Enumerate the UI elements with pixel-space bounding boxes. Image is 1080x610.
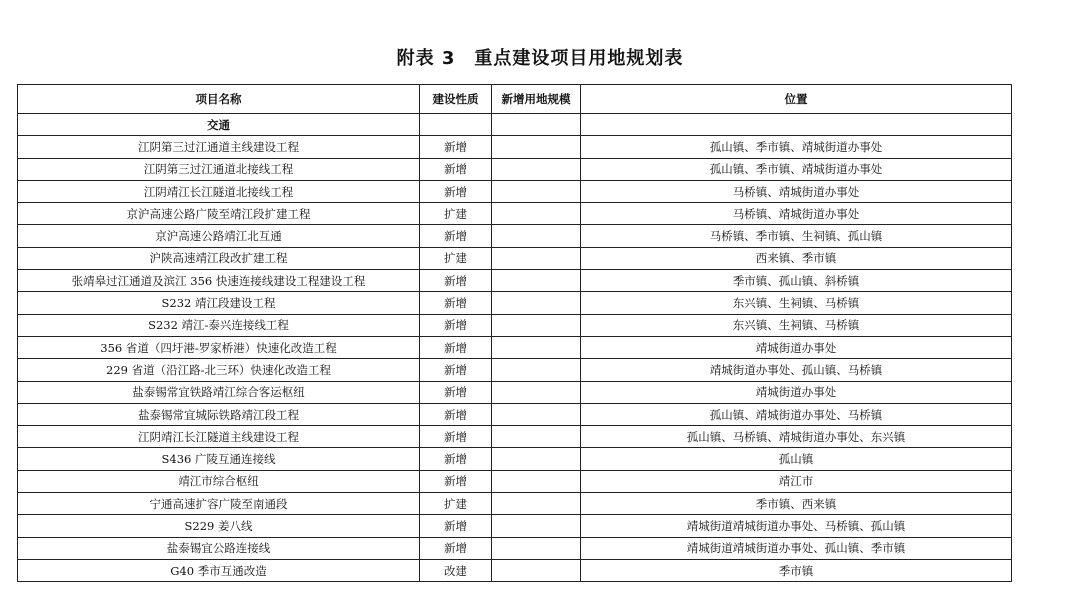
table-row [18,336,1012,358]
table-row [18,292,1012,314]
page-title: 附表 3 重点建设项目用地规划表 [396,48,684,69]
table-row [18,381,1012,403]
nature-cell: 新增 [420,381,492,403]
project-name-cell: 京沪高速公路靖江北互通 [18,225,420,247]
project-name-cell: 229 省道（沿江路-北三环）快速化改造工程 [18,359,420,381]
project-name-cell: 江阴靖江长江隧道北接线工程 [18,180,420,202]
scale-cell [492,493,581,515]
nature-cell: 新增 [420,292,492,314]
scale-cell [492,336,581,358]
table-cell [581,114,1012,136]
scale-cell [492,270,581,292]
table-row [18,537,1012,559]
project-name-cell: 盐泰锡常宜城际铁路靖江段工程 [18,403,420,425]
table-row [18,314,1012,336]
scale-cell [492,180,581,202]
nature-cell: 扩建 [420,247,492,269]
category-row [18,114,1012,136]
location-cell: 东兴镇、生祠镇、马桥镇 [581,292,1012,314]
location-cell: 马桥镇、季市镇、生祠镇、孤山镇 [581,225,1012,247]
project-name-cell: S436 广陵互通连接线 [18,448,420,470]
location-cell: 孤山镇、靖城街道办事处、马桥镇 [581,403,1012,425]
scale-cell [492,515,581,537]
project-name-cell: 盐泰锡常宜铁路靖江综合客运枢纽 [18,381,420,403]
scale-cell [492,381,581,403]
location-cell: 靖城街道办事处、孤山镇、马桥镇 [581,359,1012,381]
table-cell [492,114,581,136]
project-name-cell: 356 省道（四圩港-罗家桥港）快速化改造工程 [18,336,420,358]
table-row [18,426,1012,448]
table-row [18,493,1012,515]
location-cell: 东兴镇、生祠镇、马桥镇 [581,314,1012,336]
scale-cell [492,426,581,448]
nature-cell: 新增 [420,314,492,336]
table-row [18,247,1012,269]
nature-cell: 新增 [420,225,492,247]
nature-cell: 新增 [420,515,492,537]
project-name-cell: S232 靖江段建设工程 [18,292,420,314]
project-name-cell: 宁通高速扩容广陵至南通段 [18,493,420,515]
location-cell: 孤山镇 [581,448,1012,470]
category-label: 交通 [18,114,420,136]
table-row [18,270,1012,292]
table-row [18,203,1012,225]
nature-cell: 新增 [420,403,492,425]
project-name-cell: S229 姜八线 [18,515,420,537]
project-name-cell: 盐泰锡宜公路连接线 [18,537,420,559]
nature-cell: 扩建 [420,203,492,225]
scale-cell [492,247,581,269]
location-cell: 西来镇、季市镇 [581,247,1012,269]
scale-cell [492,292,581,314]
table-row [18,225,1012,247]
location-cell: 靖江市 [581,470,1012,492]
scale-cell [492,314,581,336]
table-row [18,180,1012,202]
nature-cell: 扩建 [420,493,492,515]
project-name-cell: 沪陕高速靖江段改扩建工程 [18,247,420,269]
location-cell: 马桥镇、靖城街道办事处 [581,203,1012,225]
scale-cell [492,136,581,158]
table-header-row [18,85,1012,114]
header-construction-nature: 建设性质 [420,85,492,114]
location-cell: 孤山镇、季市镇、靖城街道办事处 [581,158,1012,180]
table-row [18,559,1012,581]
project-name-cell: 靖江市综合枢纽 [18,470,420,492]
table-cell [420,114,492,136]
table-row [18,448,1012,470]
nature-cell: 新增 [420,448,492,470]
nature-cell: 新增 [420,136,492,158]
project-name-cell: 江阴靖江长江隧道主线建设工程 [18,426,420,448]
header-project-name: 项目名称 [18,85,420,114]
project-name-cell: 张靖皋过江通道及滨江 356 快速连接线建设工程建设工程 [18,270,420,292]
project-name-cell: G40 季市互通改造 [18,559,420,581]
scale-cell [492,448,581,470]
nature-cell: 新增 [420,426,492,448]
location-cell: 靖城街道靖城街道办事处、孤山镇、季市镇 [581,537,1012,559]
project-name-cell: S232 靖江-泰兴连接线工程 [18,314,420,336]
project-name-cell: 京沪高速公路广陵至靖江段扩建工程 [18,203,420,225]
scale-cell [492,359,581,381]
scale-cell [492,470,581,492]
location-cell: 孤山镇、马桥镇、靖城街道办事处、东兴镇 [581,426,1012,448]
project-name-cell: 江阴第三过江通道北接线工程 [18,158,420,180]
project-name-cell: 江阴第三过江通道主线建设工程 [18,136,420,158]
land-plan-table [17,84,1012,582]
table-row [18,470,1012,492]
table-row [18,403,1012,425]
nature-cell: 新增 [420,270,492,292]
scale-cell [492,537,581,559]
table-row [18,515,1012,537]
nature-cell: 新增 [420,537,492,559]
scale-cell [492,559,581,581]
nature-cell: 新增 [420,359,492,381]
location-cell: 靖城街道靖城街道办事处、马桥镇、孤山镇 [581,515,1012,537]
nature-cell: 改建 [420,559,492,581]
header-new-land-scale: 新增用地规模 [492,85,581,114]
location-cell: 马桥镇、靖城街道办事处 [581,180,1012,202]
nature-cell: 新增 [420,336,492,358]
location-cell: 季市镇、西来镇 [581,493,1012,515]
scale-cell [492,203,581,225]
location-cell: 季市镇、孤山镇、斜桥镇 [581,270,1012,292]
scale-cell [492,403,581,425]
scale-cell [492,225,581,247]
table-row [18,136,1012,158]
location-cell: 孤山镇、季市镇、靖城街道办事处 [581,136,1012,158]
scale-cell [492,158,581,180]
header-location: 位置 [581,85,1012,114]
location-cell: 靖城街道办事处 [581,336,1012,358]
nature-cell: 新增 [420,180,492,202]
location-cell: 季市镇 [581,559,1012,581]
table-row [18,359,1012,381]
table-row [18,158,1012,180]
nature-cell: 新增 [420,158,492,180]
location-cell: 靖城街道办事处 [581,381,1012,403]
nature-cell: 新增 [420,470,492,492]
